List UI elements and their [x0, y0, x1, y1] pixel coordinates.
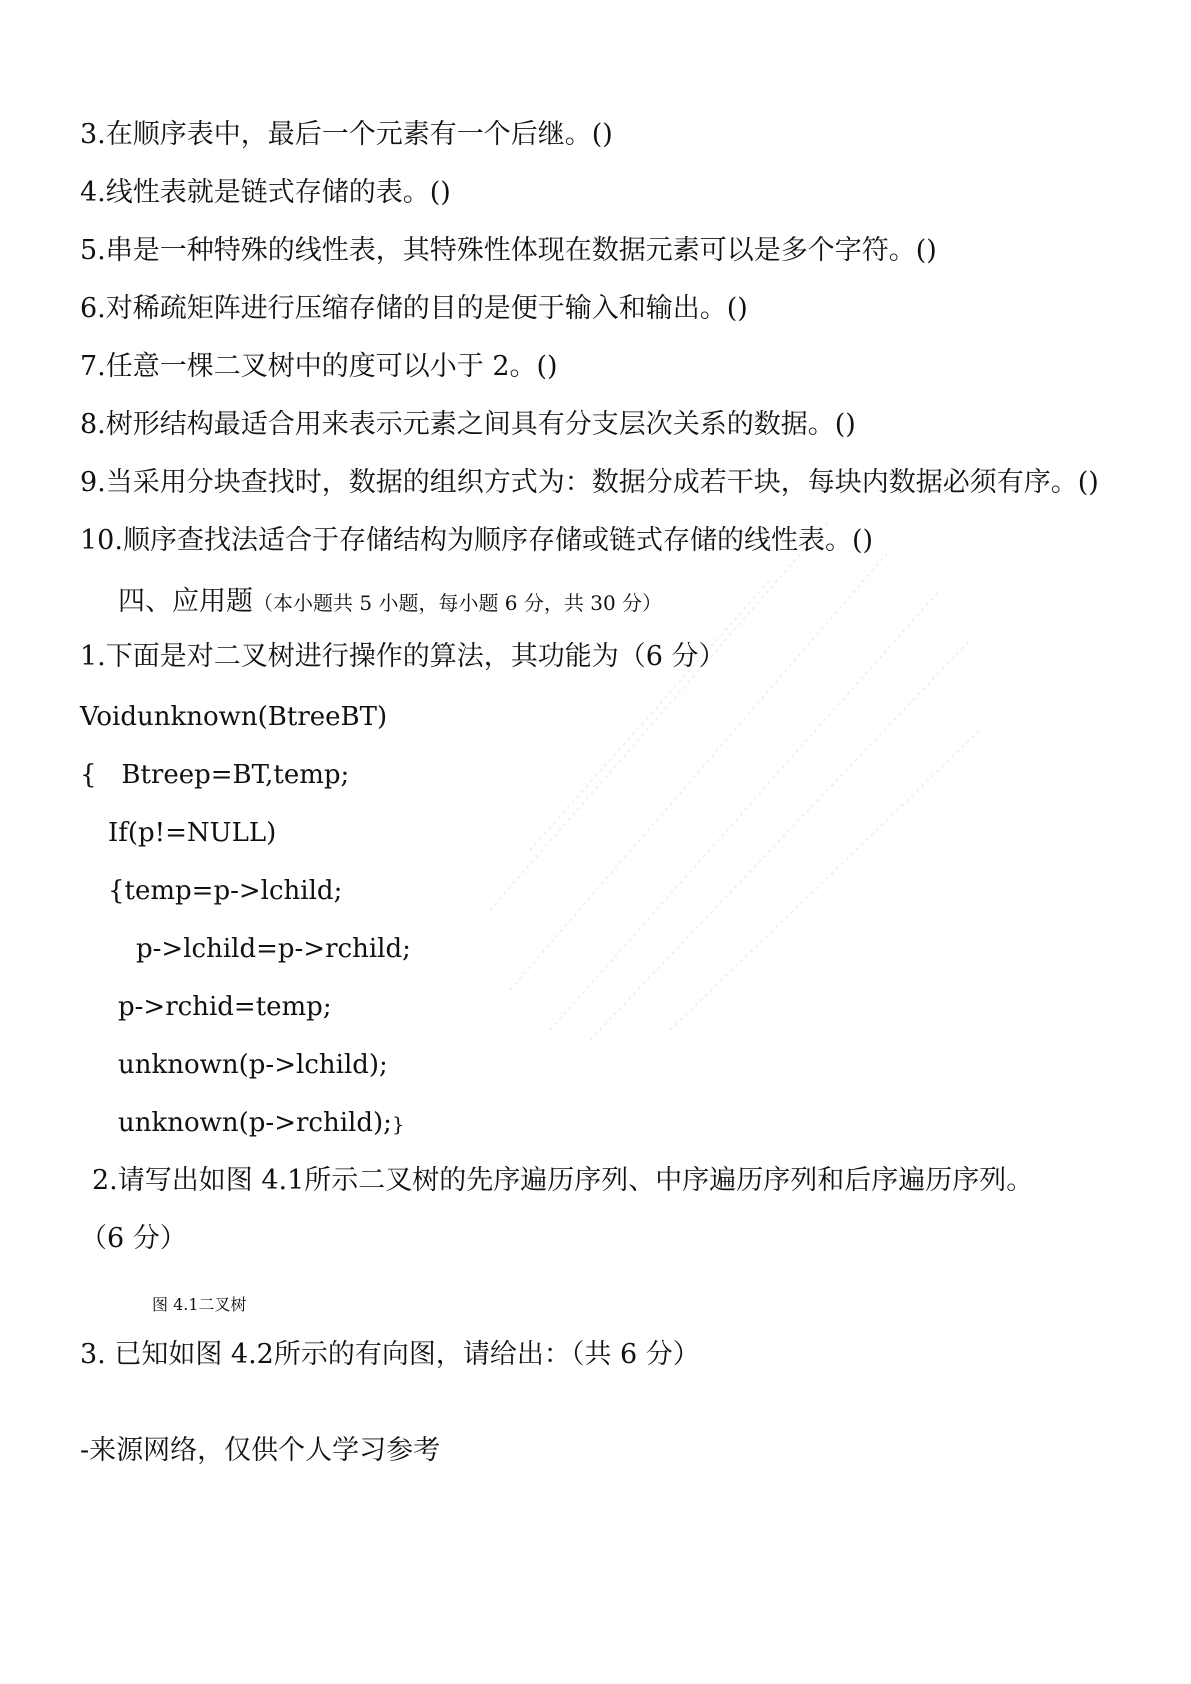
question-5: 5.串是一种特殊的线性表，其特殊性体现在数据元素可以是多个字符。()	[80, 235, 937, 266]
code-line-8-text: unknown(p->rchild);	[118, 1108, 392, 1138]
question-3: 3.在顺序表中，最后一个元素有一个后继。()	[80, 119, 613, 150]
app-question-2: 2.请写出如图 4.1所示二叉树的先序遍历序列、中序遍历序列和后序遍历序列。	[92, 1165, 1034, 1196]
code-line-2: { Btreep=BT,temp;	[80, 760, 350, 790]
question-10: 10.顺序查找法适合于存储结构为顺序存储或链式存储的线性表。()	[80, 525, 874, 556]
code-line-1: Voidunknown(BtreeBT)	[80, 702, 388, 732]
code-line-4: {temp=p->lchild;	[108, 876, 343, 906]
code-line-3: If(p!=NULL)	[108, 818, 277, 848]
question-6: 6.对稀疏矩阵进行压缩存储的目的是便于输入和输出。()	[80, 293, 748, 324]
code-closing-brace: }	[391, 1112, 405, 1136]
watermark-pattern	[470, 430, 990, 1050]
footer-note: -来源网络，仅供个人学习参考	[80, 1435, 441, 1466]
app-question-3: 3. 已知如图 4.2所示的有向图，请给出：（共 6 分）	[80, 1339, 700, 1370]
section-heading	[118, 585, 662, 620]
question-7: 7.任意一棵二叉树中的度可以小于 2。()	[80, 351, 558, 382]
figure-caption-4-1: 图 4.1二叉树	[152, 1295, 247, 1314]
code-line-6: p->rchid=temp;	[118, 992, 332, 1022]
question-9: 9.当采用分块查找时，数据的组织方式为：数据分成若干块，每块内数据必须有序。()	[80, 467, 1099, 498]
section-heading-note: （本小题共 5 小题，每小题 6 分，共 30 分）	[253, 591, 663, 615]
code-line-8	[118, 1106, 405, 1141]
code-line-7: unknown(p->lchild);	[118, 1050, 388, 1080]
app-question-2-score: （6 分）	[80, 1223, 187, 1254]
code-line-5: p->lchild=p->rchild;	[136, 934, 411, 964]
question-4: 4.线性表就是链式存储的表。()	[80, 177, 451, 208]
section-heading-title: 四、应用题	[118, 586, 253, 617]
app-question-1: 1.下面是对二叉树进行操作的算法，其功能为（6 分）	[80, 641, 726, 672]
question-8: 8.树形结构最适合用来表示元素之间具有分支层次关系的数据。()	[80, 409, 856, 440]
